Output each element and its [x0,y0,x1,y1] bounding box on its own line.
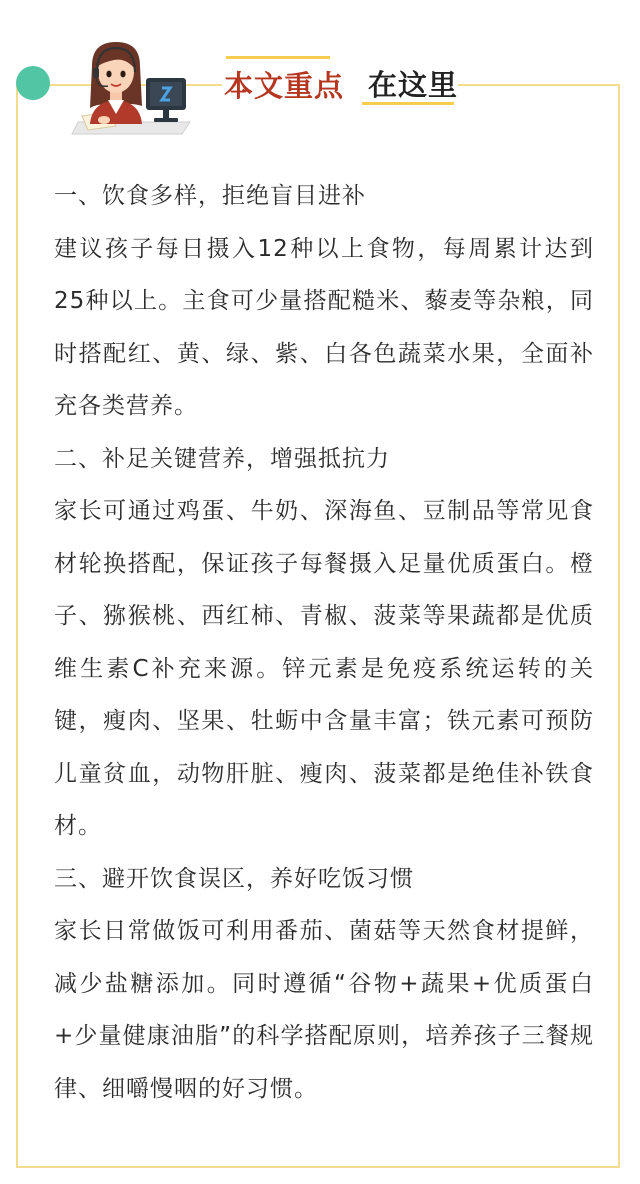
section-1-body: 建议孩子每日摄入12种以上食物，每周累计达到25种以上。主食可少量搭配糙米、藜麦等杂粮，同时搭配红、黄、绿、紫、白各色蔬菜水果，全面补充各类营养。 [54,235,594,419]
section-2-body: 家长可通过鸡蛋、牛奶、深海鱼、豆制品等常见食材轮换搭配，保证孩子每餐摄入足量优质蛋白。橙子、猕猴桃、西红柿、青椒、菠菜等果蔬都是优质维生素C补充来源。锌元素是免疫系统运转的关键，瘦肉、坚果、牡蛎中含量丰富；铁元素可预防儿童贫血，动物肝脏、瘦肉、菠菜都是绝佳补铁食材。 [54,498,594,839]
section-3-heading: 三、避开饮食误区，养好吃饭习惯 [54,865,414,892]
decorative-dot [16,66,50,100]
customer-service-avatar-icon [70,36,200,136]
section-2-heading: 二、补足关键营养，增强抵抗力 [54,445,390,472]
page-title: 本文重点 [224,69,345,103]
title-underline-top [226,56,330,59]
page-subtitle: 在这里 [368,68,459,102]
section-1-heading: 一、饮食多样，拒绝盲目进补 [54,183,366,209]
section-3-body: 家长日常做饭可利用番茄、菌菇等天然食材提鲜，减少盐糖添加。同时遵循“谷物+蔬果+优质蛋白+少量健康油脂”的科学搭配原则，培养孩子三餐规律、细嚼慢咽的好习惯。 [54,918,594,1102]
article-content [54,170,594,1115]
